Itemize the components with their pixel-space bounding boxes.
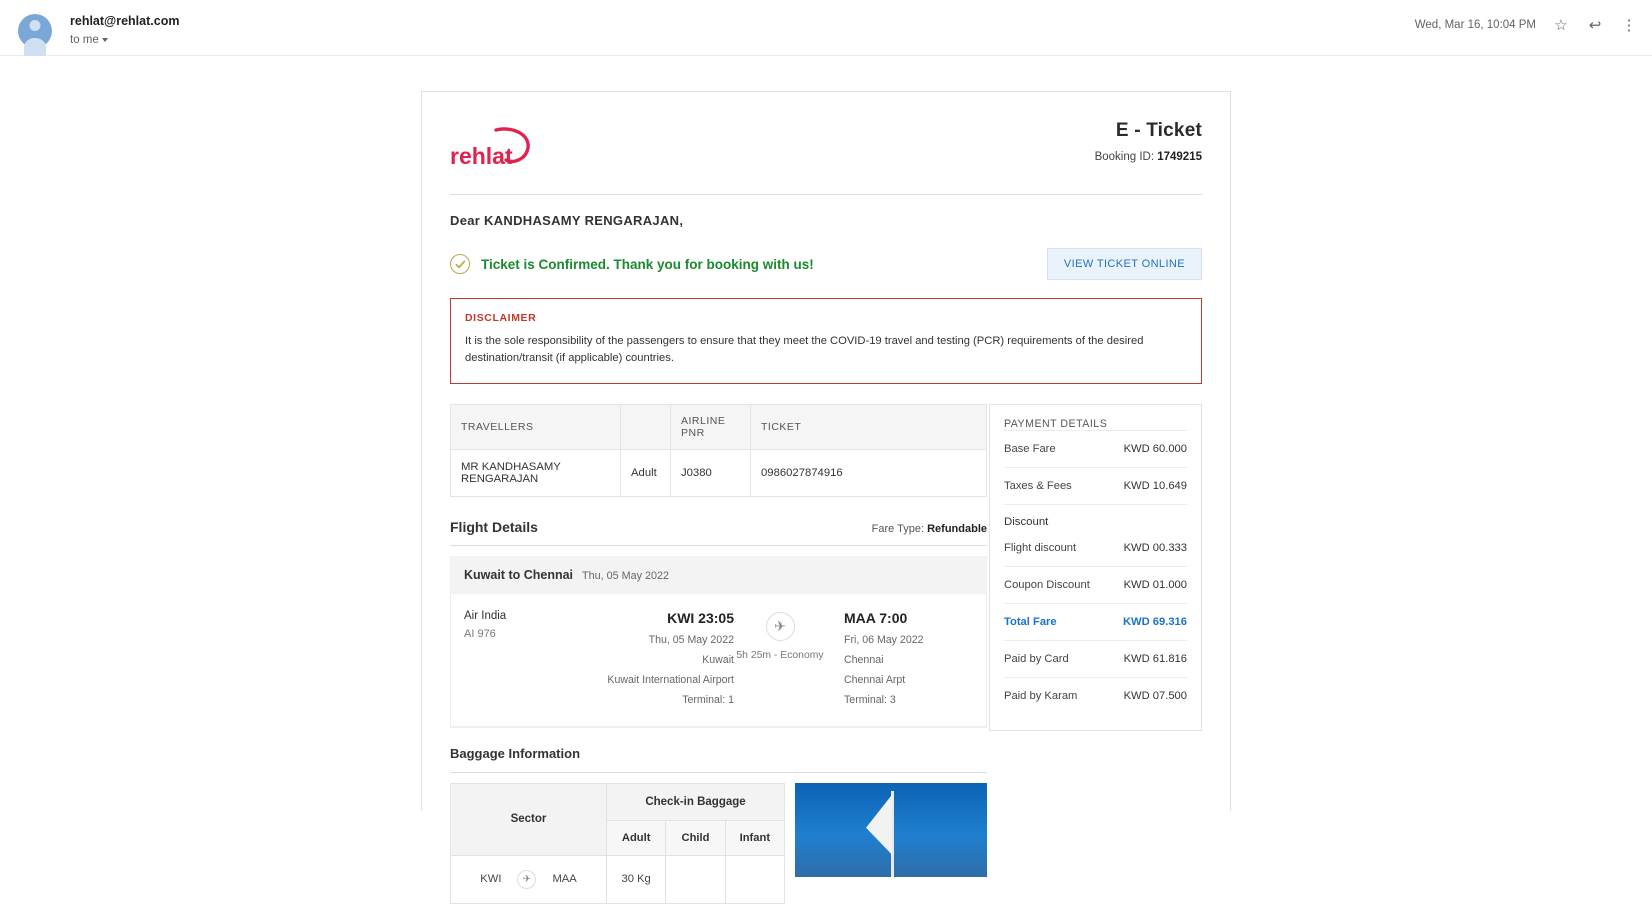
baggage-section: [450, 783, 987, 904]
reply-icon[interactable]: ↩: [1588, 17, 1602, 34]
booking-id-line: [1095, 151, 1202, 163]
departure-city: Kuwait: [702, 653, 734, 666]
table-row: [451, 449, 987, 496]
sender-block: [70, 14, 179, 48]
booking-id-label: Booking ID:: [1094, 151, 1155, 163]
baggage-adult-value: 30 Kg: [607, 855, 666, 903]
arrival-code-time: MAA 7:00: [844, 609, 908, 626]
recipient-dropdown[interactable]: [70, 34, 108, 48]
traveller-pnr: J0380: [671, 449, 751, 496]
baggage-infant-value: [725, 855, 784, 903]
fare-type-value: Refundable: [927, 522, 987, 535]
promo-banner-image: [795, 783, 987, 877]
flight-leg: [451, 594, 986, 727]
departure-airport: Kuwait International Airport: [607, 673, 734, 686]
disclaimer-text: It is the sole responsibility of the passengers to ensure that they meet the COVID-19 travel and testing (PCR) requirements of the desired destination/transit (if applicable) countries.: [465, 335, 1144, 365]
email-date: Wed, Mar 16, 10:04 PM: [1414, 19, 1536, 31]
column-airline-pnr: AIRLINE PNR: [671, 404, 751, 449]
sector-to: MAA: [552, 873, 577, 886]
view-ticket-online-button[interactable]: VIEW TICKET ONLINE: [1047, 248, 1202, 280]
column-ticket: TICKET: [751, 404, 987, 449]
baggage-col-adult: Adult: [607, 820, 666, 855]
airline-name: Air India: [464, 609, 507, 622]
confirmation-text: Ticket is Confirmed. Thank you for booking with us!: [481, 256, 814, 272]
payment-row-paid-by-card: [1004, 640, 1187, 677]
email-header: [0, 0, 1652, 56]
arrival-airport: Chennai Arpt: [844, 673, 906, 686]
baggage-sector-cell: [451, 855, 607, 903]
payment-label: Flight discount: [1004, 541, 1077, 554]
payment-row-taxes: [1004, 467, 1187, 504]
payment-row-total-fare: [1004, 603, 1187, 640]
route-title: Kuwait to Chennai: [464, 567, 574, 582]
payment-row-paid-by-karam: [1004, 677, 1187, 714]
flight-details-header: [450, 519, 987, 546]
payment-row-flight-discount: [1004, 530, 1187, 566]
baggage-col-infant: Infant: [725, 820, 784, 855]
airplane-icon: ✈: [766, 612, 795, 641]
table-row: [451, 855, 785, 903]
flight-details-title: Flight Details: [450, 518, 538, 535]
column-travellers: TRAVELLERS: [451, 404, 621, 449]
payment-label: Taxes & Fees: [1004, 479, 1072, 492]
recipient-label: to me: [70, 34, 99, 46]
baggage-header-row: [451, 783, 785, 820]
payment-label: Paid by Karam: [1004, 689, 1078, 702]
payment-details-title: PAYMENT DETAILS: [1004, 417, 1108, 430]
sector-route: [451, 870, 606, 889]
discount-section-label: Discount: [1004, 504, 1187, 530]
booking-id-value: 1749215: [1157, 151, 1202, 163]
chevron-down-icon: [102, 38, 108, 42]
traveller-ticket-number: 0986027874916: [751, 449, 987, 496]
column-type: [621, 404, 671, 449]
payment-amount: KWD 10.649: [1123, 479, 1187, 492]
greeting: Dear KANDHASAMY RENGARAJAN,: [450, 213, 684, 228]
details-section: [450, 404, 1202, 904]
ticket-title-block: [1095, 120, 1202, 163]
more-options-icon[interactable]: ⋮: [1621, 17, 1637, 34]
sail-shape: [866, 795, 892, 855]
baggage-sector-header: Sector: [451, 783, 607, 855]
payment-label: Coupon Discount: [1004, 578, 1090, 591]
fare-type-label: Fare Type:: [871, 522, 925, 535]
sector-from: KWI: [480, 873, 502, 886]
arrival-block: [826, 610, 966, 706]
baggage-title: Baggage Information: [450, 746, 987, 773]
table-header-row: [451, 404, 987, 449]
sender-email: rehlat@rehlat.com: [70, 14, 180, 28]
payment-amount: KWD 01.000: [1123, 578, 1187, 591]
baggage-child-value: [666, 855, 725, 903]
total-fare-label: Total Fare: [1004, 615, 1057, 628]
star-icon[interactable]: ☆: [1554, 17, 1568, 34]
confirmation-row: [450, 248, 1202, 280]
eticket-card: [421, 91, 1231, 886]
airplane-icon: ✈: [517, 870, 536, 889]
fare-type: [872, 523, 987, 535]
route-card: [450, 556, 987, 728]
baggage-checkin-header: Check-in Baggage: [607, 783, 785, 820]
confirmation-status: [450, 254, 814, 274]
svg-text:rehlat: rehlat: [450, 143, 513, 169]
avatar: [18, 14, 52, 48]
traveller-name: MR KANDHASAMY RENGARAJAN: [451, 449, 621, 496]
divider: [450, 194, 1202, 195]
arrival-terminal: Terminal: 3: [844, 693, 896, 706]
traveller-type: Adult: [621, 449, 671, 496]
arrival-city: Chennai: [844, 653, 884, 666]
route-date: Thu, 05 May 2022: [582, 569, 670, 582]
left-column: [450, 404, 987, 904]
flight-duration: 5h 25m - Economy: [736, 649, 824, 661]
disclaimer-box: [450, 298, 1202, 384]
page-title: E - Ticket: [1115, 120, 1202, 141]
leg-middle: [734, 610, 826, 706]
travellers-table: [450, 404, 987, 497]
ticket-header: [450, 120, 1202, 172]
payment-row-base-fare: [1004, 430, 1187, 467]
departure-code-time: KWI 23:05: [667, 609, 734, 626]
departure-block: [594, 610, 734, 706]
flight-number: AI 976: [464, 627, 496, 640]
check-icon: [450, 254, 470, 274]
departure-date: Thu, 05 May 2022: [648, 633, 734, 646]
baggage-col-child: Child: [666, 820, 725, 855]
airline-block: [464, 610, 594, 706]
total-fare-amount: KWD 69.316: [1122, 615, 1187, 628]
payment-row-coupon-discount: [1004, 566, 1187, 603]
payment-amount: KWD 07.500: [1123, 689, 1187, 702]
payment-amount: KWD 60.000: [1123, 442, 1187, 455]
arrival-date: Fri, 06 May 2022: [844, 633, 924, 646]
payment-amount: KWD 61.816: [1123, 652, 1187, 665]
payment-label: Base Fare: [1004, 442, 1056, 455]
baggage-table: [450, 783, 785, 904]
rehlat-logo: [450, 120, 534, 172]
disclaimer-title: DISCLAIMER: [465, 312, 537, 324]
payment-amount: KWD 00.333: [1123, 541, 1187, 554]
route-header: [451, 556, 986, 594]
payment-label: Paid by Card: [1004, 652, 1069, 665]
email-header-actions: [1415, 16, 1638, 34]
departure-terminal: Terminal: 1: [682, 693, 734, 706]
payment-details-panel: [989, 404, 1202, 731]
